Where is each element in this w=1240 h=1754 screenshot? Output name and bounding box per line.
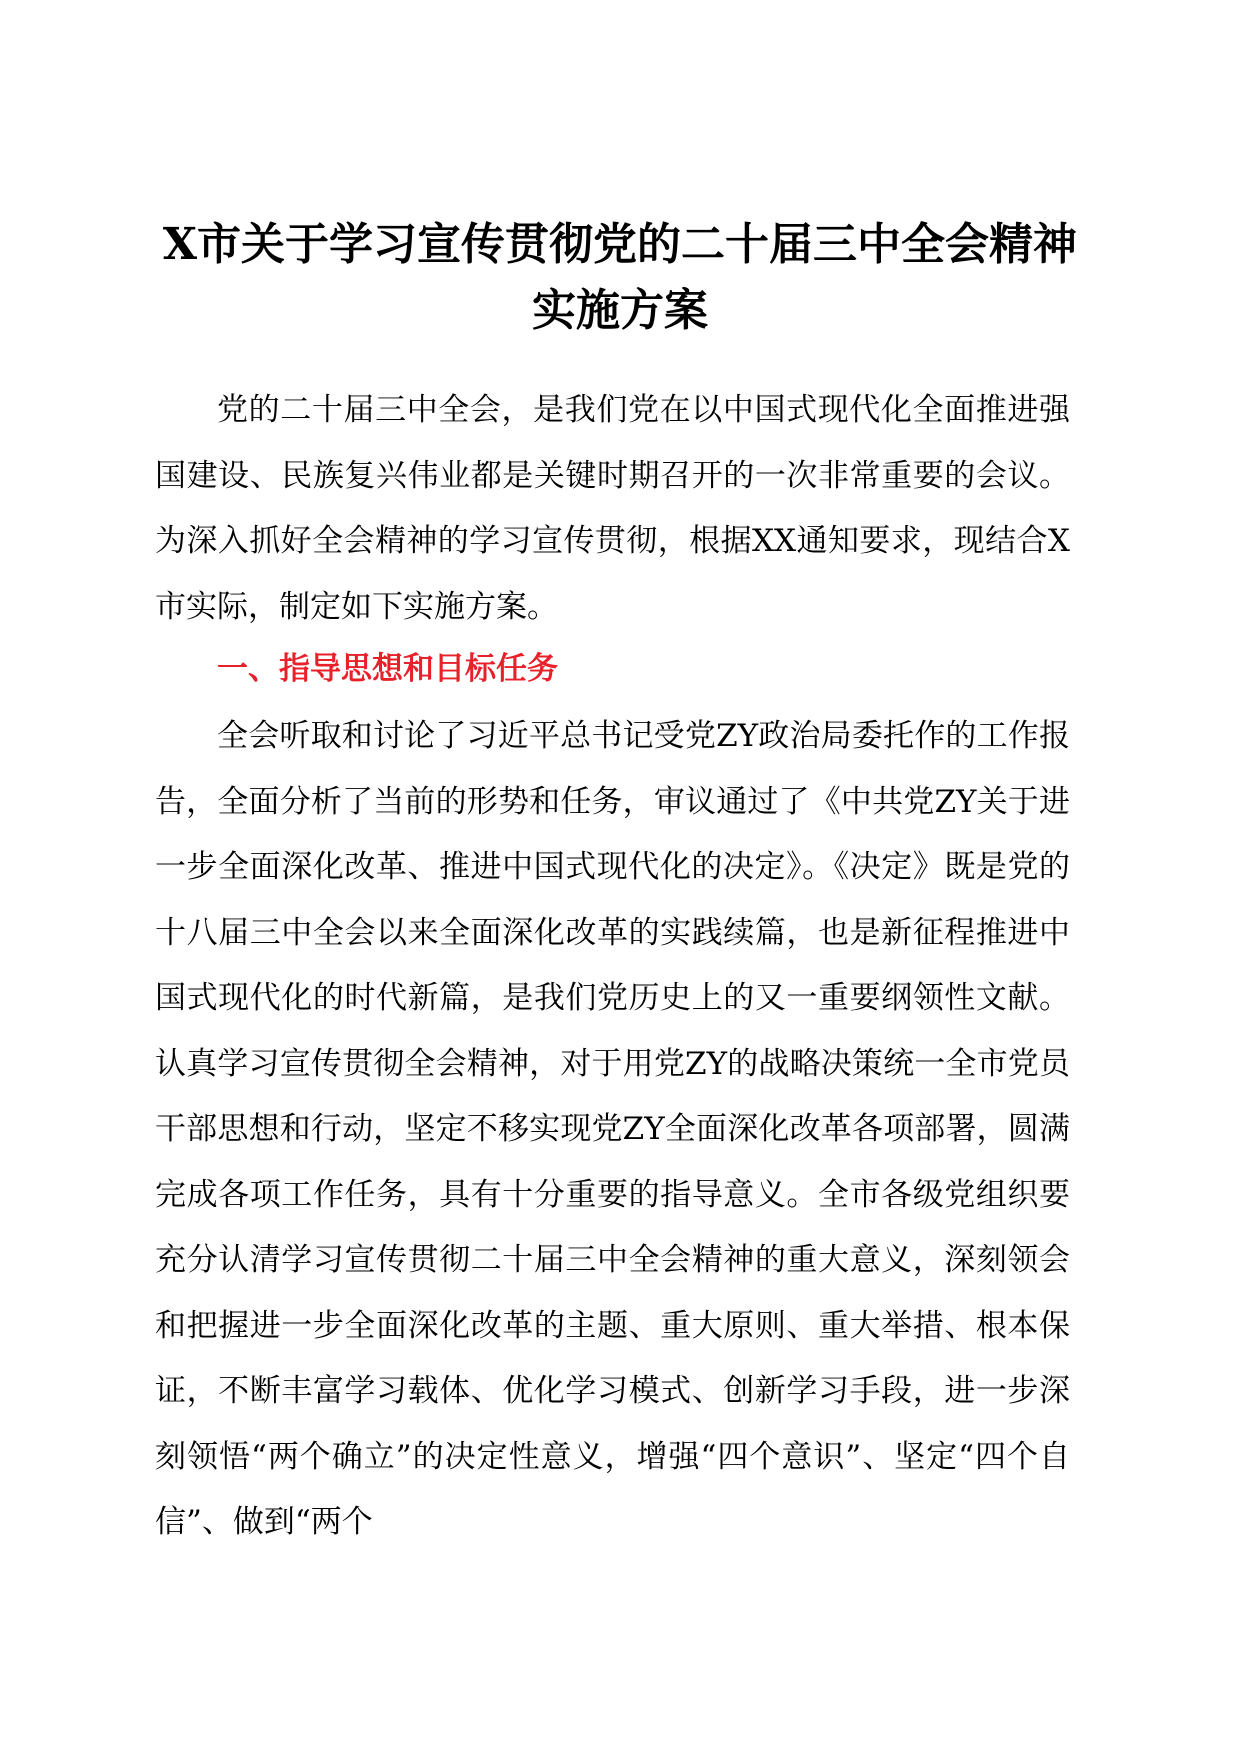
document-title: X市关于学习宣传贯彻党的二十届三中全会精神实施方案 xyxy=(162,219,1078,336)
body-paragraph: 全会听取和讨论了习近平总书记受党ZY政治局委托作的工作报告，全面分析了当前的形势和任务，审议通过了《中共党ZY关于进一步全面深化改革、推进中国式现代化的决定》。《决定》既是党的十八届三中全会以来全面深化改革的实践续篇，也是新征程推进中国式现代化的时代新篇，是我们党历史上的又一重要纲领性文献。认真学习宣传贯彻全会精神，对于用党ZY的战略决策统一全市党员干部思想和行动，坚定不移实现党ZY全面深化改革各项部署，圆满完成各项工作任务，具有十分重要的指导意义。全市各级党组织要充分认清学习宣传贯彻二十届三中全会精神的重大意义，深刻领会和把握进一步全面深化改革的主题、重大原则、重大举措、根本保证，不断丰富学习载体、优化学习模式、创新学习手段，进一步深刻领悟“两个确立”的决定性意义，增强“四个意识”、坚定“四个自信”、做到“两个 xyxy=(155,718,1070,1540)
intro-paragraph: 党的二十届三中全会，是我们党在以中国式现代化全面推进强国建设、民族复兴伟业都是关键时期召开的一次非常重要的会议。为深入抓好全会精神的学习宣传贯彻，根据XX通知要求，现结合X市实际，制定如下实施方案。 xyxy=(155,392,1070,625)
section-heading: 一、指导思想和目标任务 xyxy=(217,651,558,687)
